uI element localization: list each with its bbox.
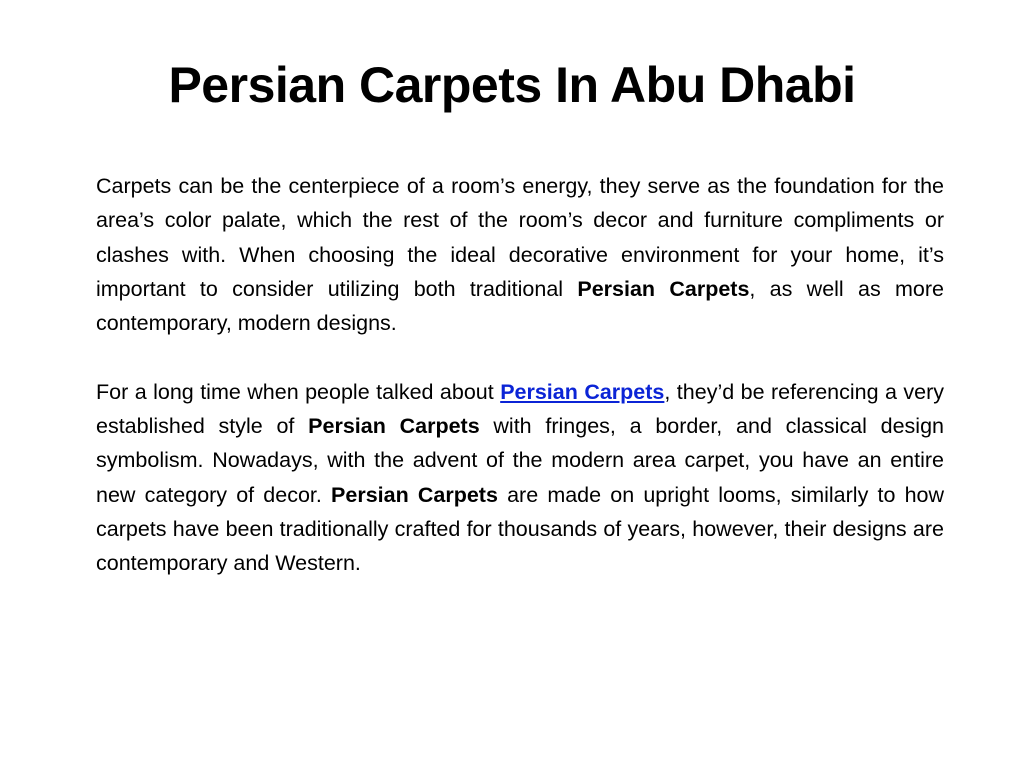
persian-carpets-link[interactable]: Persian Carpets — [500, 379, 665, 404]
paragraph-1-text-b: , as well as more contemporary, modern designs. — [96, 276, 944, 336]
paragraph-2-text-d: are made on upright looms, similarly to how carpets have been traditionally crafted for thousands of years, however, their designs are contemporary and Western. — [96, 482, 945, 576]
paragraph-2 — [96, 375, 944, 581]
paragraph-2-bold-keyword-2: Persian Carpets — [331, 482, 498, 507]
paragraph-2-text-a: For a long time when people talked about — [96, 379, 501, 404]
paragraph-1-text-a: Carpets can be the centerpiece of a room’s energy, they serve as the foundation for the area’s color palate, which the rest of the room’s decor and furniture compliments or clashes with. When choosing the ideal decorative environment for your home, it’s important to consider utilizing both traditional — [96, 174, 944, 301]
slide-title: Persian Carpets In Abu Dhabi — [168, 57, 856, 113]
paragraph-1-bold-keyword: Persian Carpets — [577, 276, 750, 301]
paragraph-1 — [96, 169, 944, 340]
paragraph-2-text-b: , they’d be referencing a very established style of — [96, 379, 945, 439]
slide-body — [96, 169, 944, 581]
paragraph-2-text-c: with fringes, a border, and classical design symbolism. Nowadays, with the advent of the modern area carpet, you have an entire new category of decor. — [96, 414, 944, 507]
paragraph-2-bold-keyword-1: Persian Carpets — [308, 414, 480, 439]
